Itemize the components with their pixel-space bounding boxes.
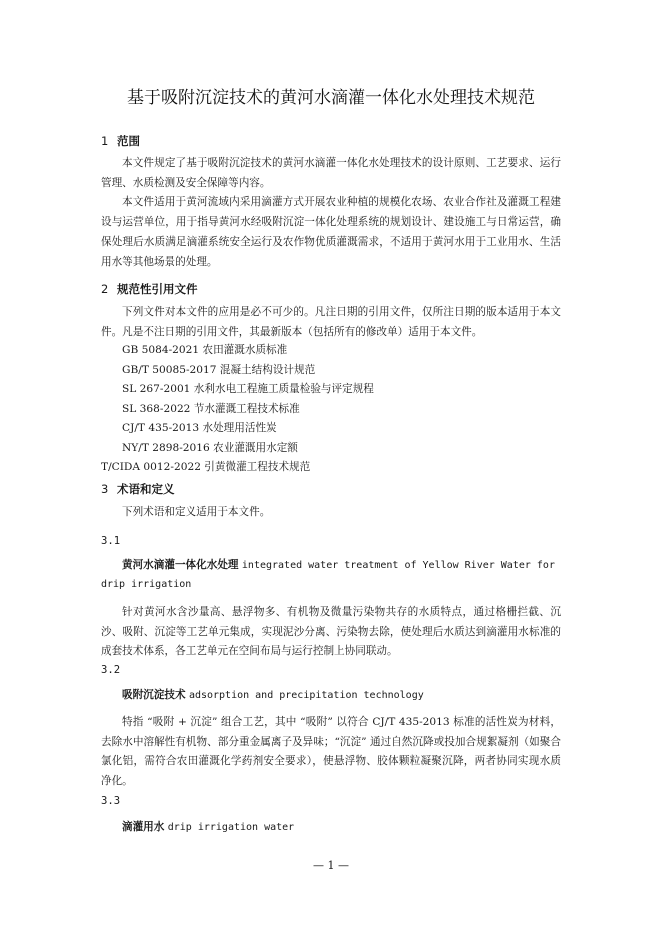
clause-number: 3.2 (101, 664, 121, 676)
section-3-heading (101, 481, 175, 497)
term-chinese: 吸附沉淀技术 (122, 689, 186, 701)
term-english: drip irrigation (101, 579, 192, 590)
term-entry (101, 818, 561, 838)
term-chinese: 滴灌用水 (122, 821, 165, 833)
clause-number: 3.1 (101, 535, 121, 547)
definition-3-2 (101, 713, 561, 792)
paragraph: 下列术语和定义适用于本文件。 (122, 506, 271, 518)
term-entry-continued (101, 575, 561, 595)
paragraph: 下列文件对本文件的应用是必不可少的。凡注日期的引用文件，仅所注日期的版本适用于本文件。凡是不注日期的引用文件，其最新版本（包括所有的修改单）适用于本文件。 (101, 306, 561, 338)
section-1-body (101, 154, 561, 272)
paragraph: 本文件规定了基于吸附沉淀技术的黄河水滴灌一体化水处理技术的设计原则、工艺要求、运行管理、水质检测及安全保障等内容。 (101, 157, 561, 189)
reference-item: T/CIDA 0012-2022 引黄微灌工程技术规范 (101, 461, 311, 473)
section-1-heading (101, 133, 140, 149)
section-number: 2 (101, 282, 109, 296)
document-title: 基于吸附沉淀技术的黄河水滴灌一体化水处理技术规范 (127, 88, 535, 108)
term-english: adsorption and precipitation technology (188, 690, 424, 701)
section-number: 1 (101, 134, 109, 148)
reference-item: SL 267-2001 水利水电工程施工质量检验与评定规程 (122, 383, 374, 395)
reference-list (101, 341, 561, 478)
section-title: 术语和定义 (117, 482, 175, 496)
section-title: 范围 (117, 134, 140, 148)
paragraph: 针对黄河水含沙量高、悬浮物多、有机物及微量污染物共存的水质特点，通过格栅拦截、沉沙、吸附、沉淀等工艺单元集成，实现泥沙分离、污染物去除，使处理后水质达到滴灌用水标准的成套技术体系，各工艺单元在空间布局与运行控制上协同联动。 (101, 606, 561, 658)
clause-number: 3.3 (101, 795, 121, 807)
reference-item: NY/T 2898-2016 农业灌溉用水定额 (122, 441, 298, 454)
term-chinese: 黄河水滴灌一体化水处理 (122, 559, 239, 571)
page-number: — 1 — (313, 859, 349, 872)
section-2-body (101, 303, 561, 342)
reference-item: GB 5084-2021 农田灌溉水质标准 (122, 344, 288, 356)
paragraph: 本文件适用于黄河流域内采用滴灌方式开展农业种植的规模化农场、农业合作社及灌溉工程建设与运营单位，用于指导黄河水经吸附沉淀一体化处理系统的规划设计、建设施工与日常运营，确保处理后水质满足滴灌系统安全运行及农作物优质灌溉需求，不适用于黄河水用于工业用水、生活用水等其他场景的处理。 (101, 196, 561, 268)
term-entry (101, 556, 561, 576)
section-title: 规范性引用文件 (117, 282, 198, 296)
reference-item: GB/T 50085-2017 混凝土结构设计规范 (122, 363, 316, 376)
section-number: 3 (101, 482, 109, 496)
reference-item: CJ/T 435-2013 水处理用活性炭 (122, 422, 277, 434)
section-2-heading (101, 281, 198, 297)
reference-item: SL 368-2022 节水灌溉工程技术标准 (122, 402, 300, 415)
section-3-body (101, 503, 561, 523)
definition-3-1 (101, 603, 561, 662)
term-english: drip irrigation water (167, 822, 295, 833)
paragraph: 特指 “吸附 + 沉淀” 组合工艺，其中 “吸附” 以符合 CJ/T 435-2013 标准的活性炭为材料，去除水中溶解性有机物、部分重金属离子及异味；“沉淀” 通过自然沉降或投加合规絮凝剂（如聚合氯化铝，需符合农田灌溉化学药剂安全要求），使悬浮物、胶体颗粒凝聚沉降，两者协同实现水质净化。 (101, 716, 561, 788)
term-english: integrated water treatment of Yellow River Water for (241, 560, 555, 571)
term-entry (101, 686, 561, 706)
